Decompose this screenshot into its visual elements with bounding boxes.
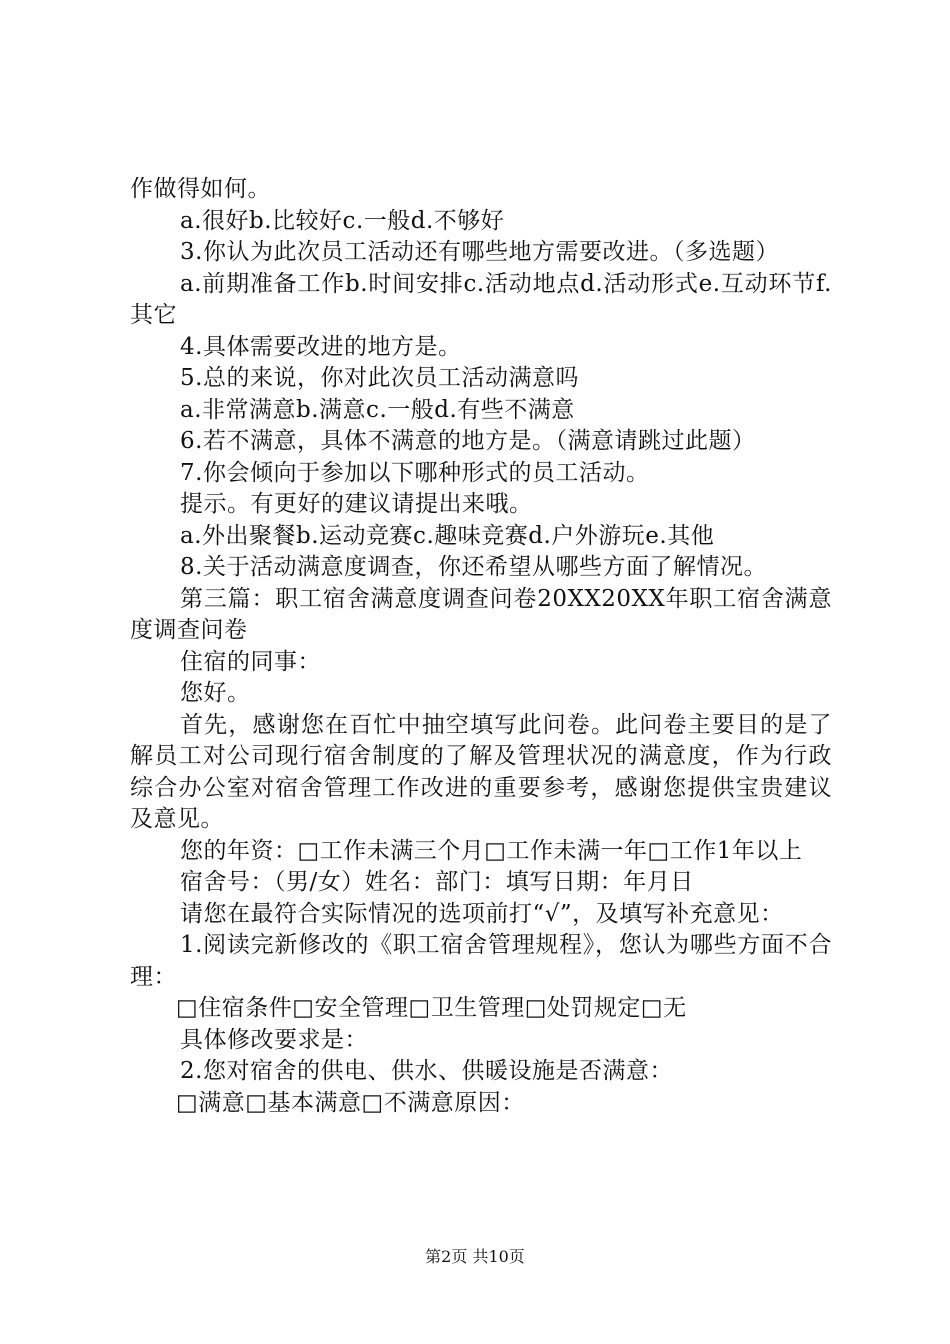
text-paragraph-intro: 首先，感谢您在百忙中抽空填写此问卷。此问卷主要目的是了解员工对公司现行宿舍制度的了解及管理状况的满意度，作为行政综合办公室对宿舍管理工作改进的重要参考，感谢您提供宝贵建议及意见。 <box>130 711 832 832</box>
text-line-dorm-q2-options: □满意□基本满意□不满意原因： <box>176 1089 525 1116</box>
text-line-hint: 提示。有更好的建议请提出来哦。 <box>180 491 533 517</box>
page-footer <box>0 1244 950 1267</box>
text-line-q8: 8.关于活动满意度调查，你还希望从哪些方面了解情况。 <box>180 554 767 580</box>
text-paragraph-q3: 3.你认为此次员工活动还有哪些地方需要改进。（多选题） <box>180 239 779 265</box>
text-line-q7-options: a.外出聚餐b.运动竞赛c.趣味竞赛d.户外游玩e.其他 <box>180 522 715 549</box>
text-line-continuation: 作做得如何。 <box>130 176 271 202</box>
text-line-options-q2: a.很好b.比较好c.一般d.不够好 <box>180 207 505 234</box>
text-line-dorm-q2: 2.您对宿舍的供电、供水、供暖设施是否满意： <box>180 1058 673 1084</box>
text-paragraph-seniority: 您的年资：□工作未满三个月□工作未满一年□工作1年以上 <box>180 837 803 864</box>
text-paragraph-q3-options: a.前期准备工作b.时间安排c.活动地点d.活动形式e.互动环节f.其它 <box>130 270 832 328</box>
text-line-greeting: 您好。 <box>180 680 251 706</box>
text-line-dorm-q1-detail: 具体修改要求是： <box>180 1026 368 1053</box>
text-line-q6: 6.若不满意，具体不满意的地方是。（满意请跳过此题） <box>180 428 756 454</box>
text-line-q5-options: a.非常满意b.满意c.一般d.有些不满意 <box>180 396 575 423</box>
text-paragraph-dorm-q1: 1.阅读完新修改的《职工宿舍管理规程》，您认为哪些方面不合理： <box>130 932 832 990</box>
text-line-dorm-info: 宿舍号：（男/女）姓名：部门：填写日期：年月日 <box>180 869 694 895</box>
document-body <box>130 174 832 1119</box>
text-line-salutation: 住宿的同事： <box>180 648 321 675</box>
text-line-q4: 4.具体需要改进的地方是。 <box>180 333 462 360</box>
text-line-q5: 5.总的来说，你对此次员工活动满意吗 <box>180 365 579 391</box>
text-line-dorm-q1-options: □住宿条件□安全管理□卫生管理□处罚规定□无 <box>176 995 687 1021</box>
text-paragraph-instructions: 请您在最符合实际情况的选项前打“√”，及填写补充意见： <box>180 900 784 927</box>
page-number-label: 第2页 共10页 <box>425 1247 525 1266</box>
text-line-q7: 7.你会倾向于参加以下哪种形式的员工活动。 <box>180 459 650 486</box>
section-heading-part3: 第三篇：职工宿舍满意度调查问卷20XX20XX年职工宿舍满意度调查问卷 <box>130 585 832 643</box>
